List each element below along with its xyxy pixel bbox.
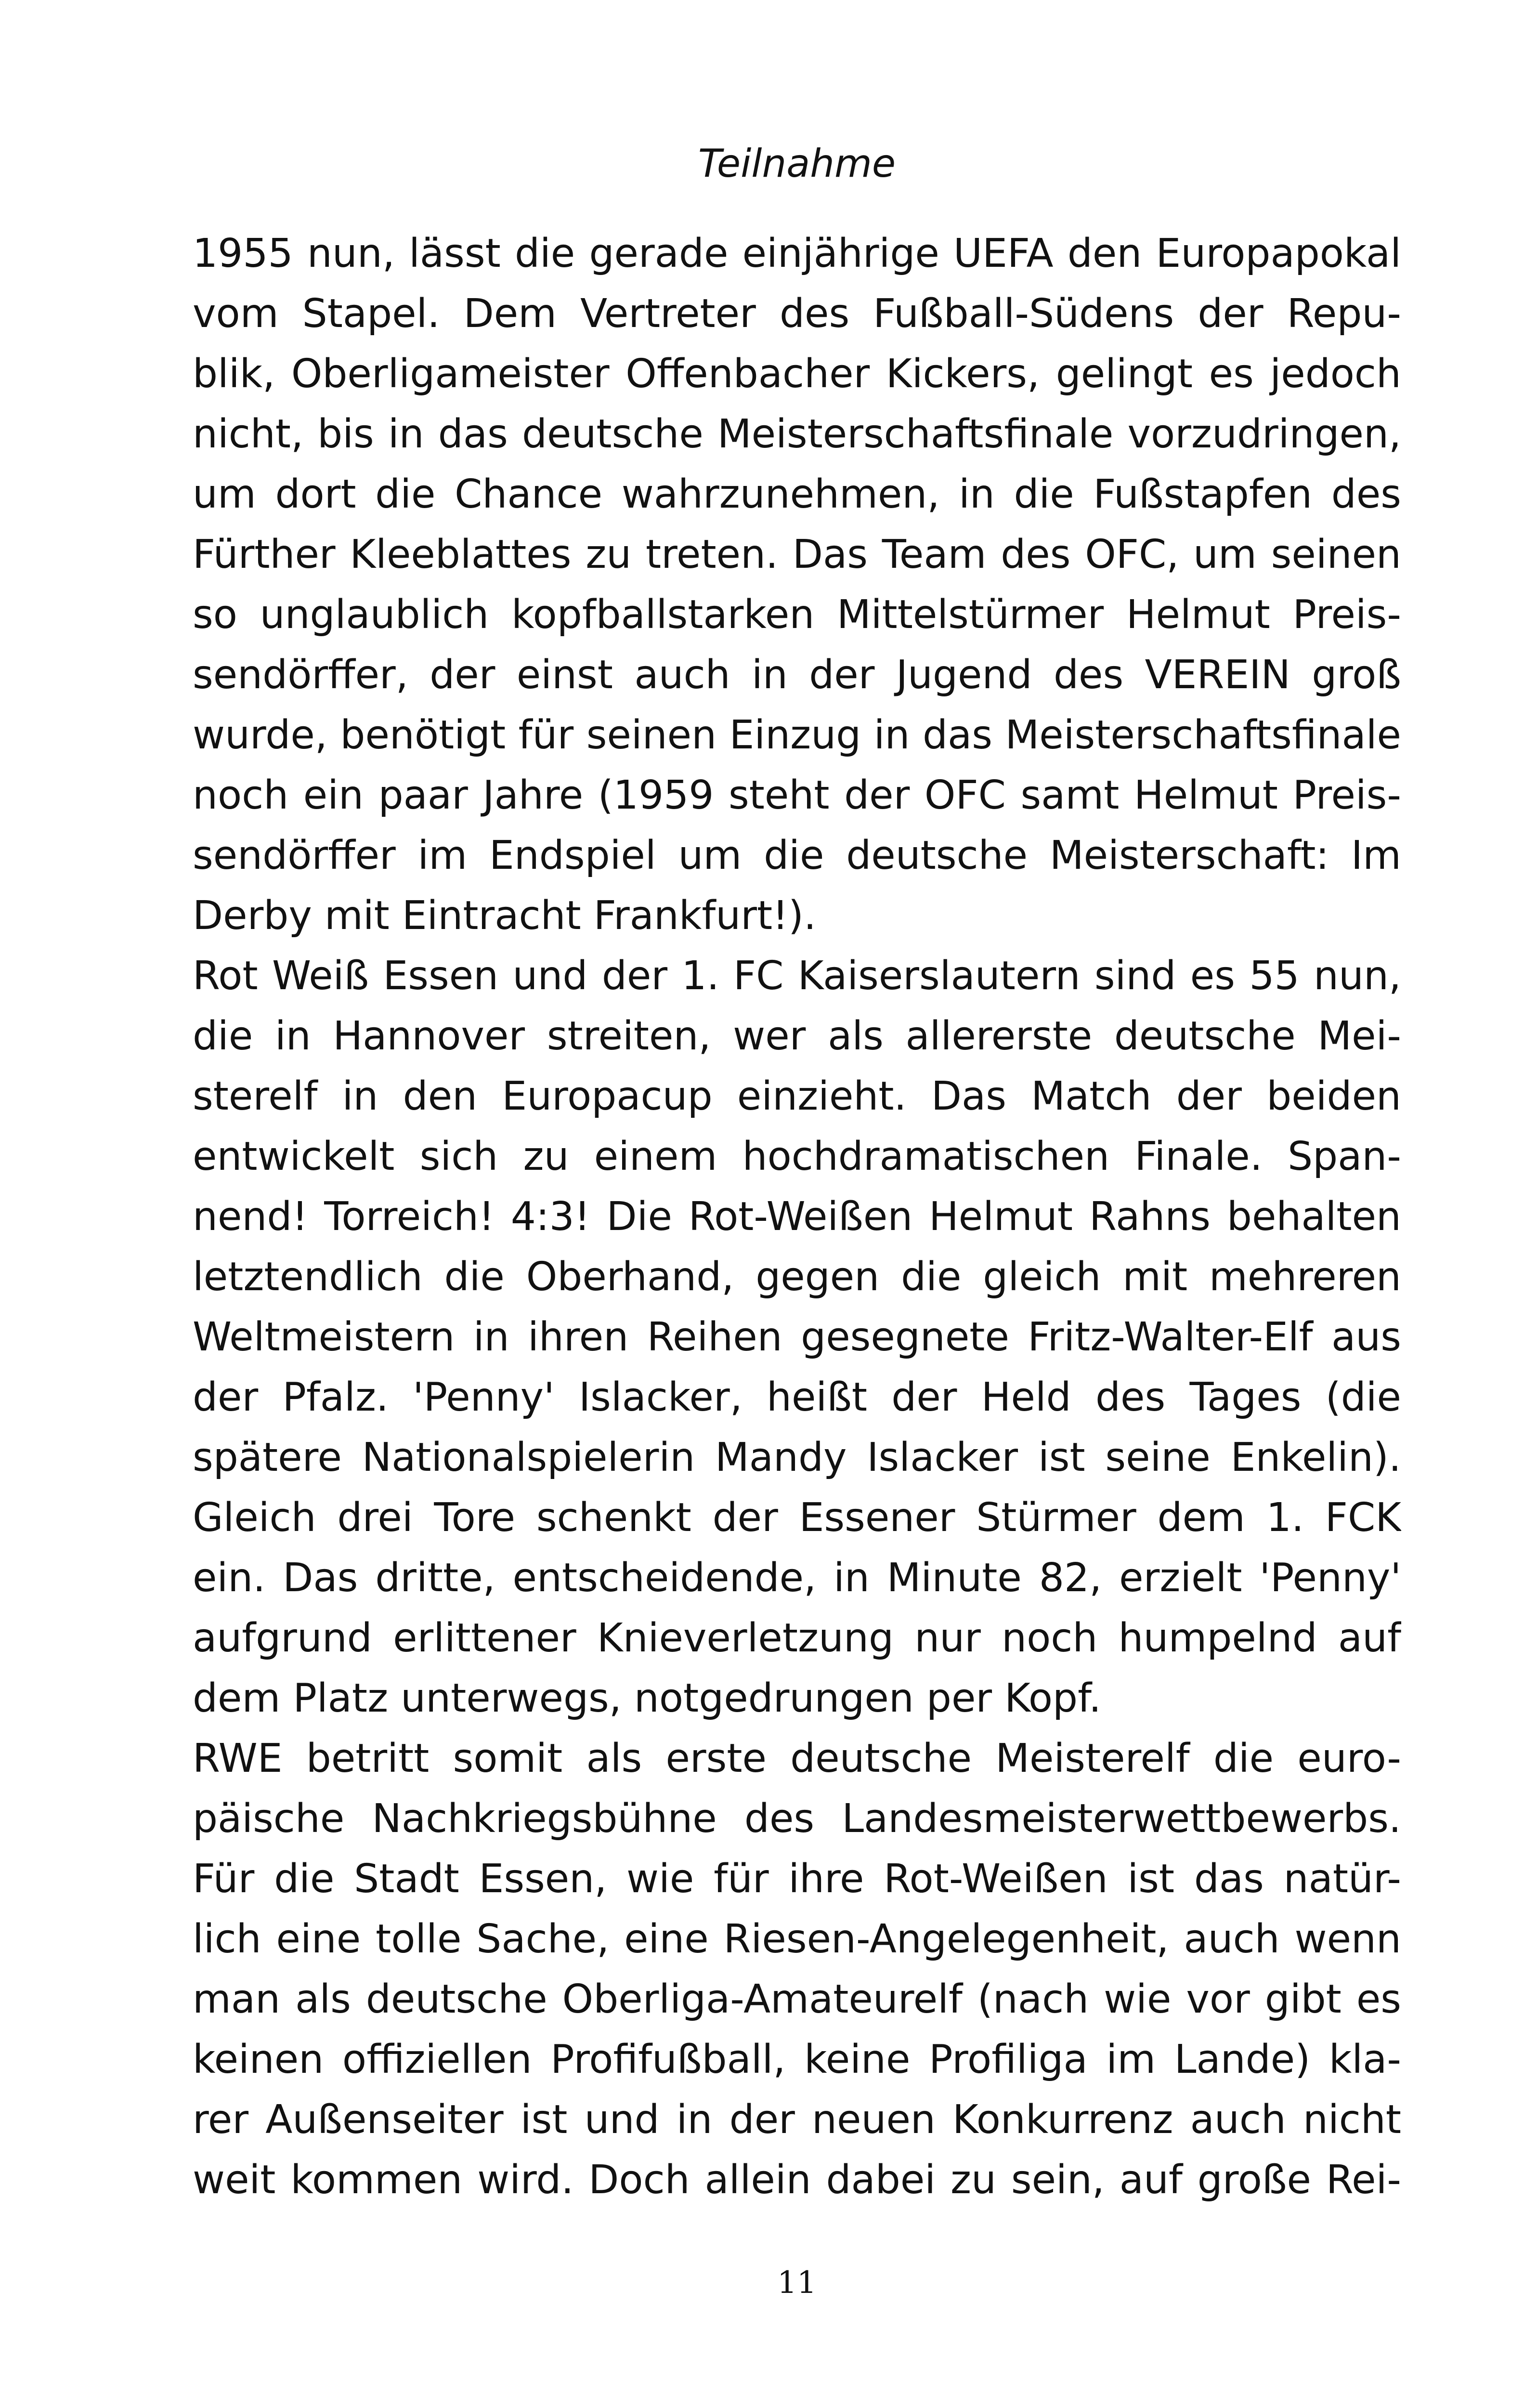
text-line: Für die Stadt Essen, wie für ihre Rot-Weißen ist das natür- xyxy=(193,1856,1401,1902)
text-line: sterelf in den Europacup einzieht. Das Match der beiden xyxy=(193,1073,1401,1119)
text-line: die in Hannover streiten, wer als allererste deutsche Mei- xyxy=(193,1013,1401,1059)
text-line: weit kommen wird. Doch allein dabei zu sein, auf große Rei- xyxy=(193,2157,1401,2203)
text-line: rer Außenseiter ist und in der neuen Konkurrenz auch nicht xyxy=(193,2097,1401,2143)
text-line: Derby mit Eintracht Frankfurt!). xyxy=(193,893,817,939)
text-line: nicht, bis in das deutsche Meisterschaftsfinale vorzudringen, xyxy=(193,411,1401,457)
text-line: letztendlich die Oberhand, gegen die gleich mit mehreren xyxy=(193,1254,1401,1300)
paragraph xyxy=(193,223,1401,946)
paragraph xyxy=(193,1728,1401,2210)
text-line: sendörffer, der einst auch in der Jugend des VEREIN groß xyxy=(193,652,1401,698)
text-line: sendörffer im Endspiel um die deutsche Meisterschaft: Im xyxy=(193,833,1401,878)
text-line: keinen offiziellen Profifußball, keine Profiliga im Lande) kla- xyxy=(193,2037,1401,2082)
text-line: Fürther Kleeblattes zu treten. Das Team des OFC, um seinen xyxy=(193,532,1401,577)
text-line: Rot Weiß Essen und der 1. FC Kaiserslautern sind es 55 nun, xyxy=(193,953,1401,999)
running-header: Teilnahme xyxy=(698,141,896,186)
text-line: der Pfalz. 'Penny' Islacker, heißt der Held des Tages (die xyxy=(193,1374,1401,1420)
text-line: vom Stapel. Dem Vertreter des Fußball-Südens der Repu- xyxy=(193,291,1401,337)
page-number: 11 xyxy=(777,2265,817,2301)
paragraph xyxy=(193,946,1401,1728)
text-line: man als deutsche Oberliga-Amateurelf (nach wie vor gibt es xyxy=(193,1976,1401,2022)
text-line: RWE betritt somit als erste deutsche Meisterelf die euro- xyxy=(193,1736,1401,1781)
text-line: nend! Torreich! 4:3! Die Rot-Weißen Helmut Rahns behalten xyxy=(193,1194,1401,1240)
text-line: ein. Das dritte, entscheidende, in Minute 82, erzielt 'Penny' xyxy=(193,1555,1401,1601)
text-line: aufgrund erlittener Knieverletzung nur noch humpelnd auf xyxy=(193,1615,1401,1661)
text-line: dem Platz unterwegs, notgedrungen per Kopf. xyxy=(193,1675,1102,1721)
text-line: so unglaublich kopfballstarken Mittelstürmer Helmut Preis- xyxy=(193,592,1401,638)
text-line: noch ein paar Jahre (1959 steht der OFC samt Helmut Preis- xyxy=(193,772,1401,818)
text-line: um dort die Chance wahrzunehmen, in die Fußstapfen des xyxy=(193,471,1401,517)
text-line: entwickelt sich zu einem hochdramatischen Finale. Span- xyxy=(193,1134,1401,1179)
text-line: Gleich drei Tore schenkt der Essener Stürmer dem 1. FCK xyxy=(193,1495,1401,1541)
body-text xyxy=(193,223,1401,2210)
text-line: wurde, benötigt für seinen Einzug in das Meisterschaftsfinale xyxy=(193,712,1401,758)
text-line: 1955 nun, lässt die gerade einjährige UEFA den Europapokal xyxy=(193,231,1401,276)
text-line: päische Nachkriegsbühne des Landesmeisterwettbewerbs. xyxy=(193,1796,1401,1842)
text-line: blik, Oberligameister Offenbacher Kickers, gelingt es jedoch xyxy=(193,351,1401,397)
text-line: Weltmeistern in ihren Reihen gesegnete Fritz-Walter-Elf aus xyxy=(193,1314,1401,1360)
text-line: lich eine tolle Sache, eine Riesen-Angelegenheit, auch wenn xyxy=(193,1916,1401,1962)
text-line: spätere Nationalspielerin Mandy Islacker ist seine Enkelin). xyxy=(193,1435,1401,1480)
